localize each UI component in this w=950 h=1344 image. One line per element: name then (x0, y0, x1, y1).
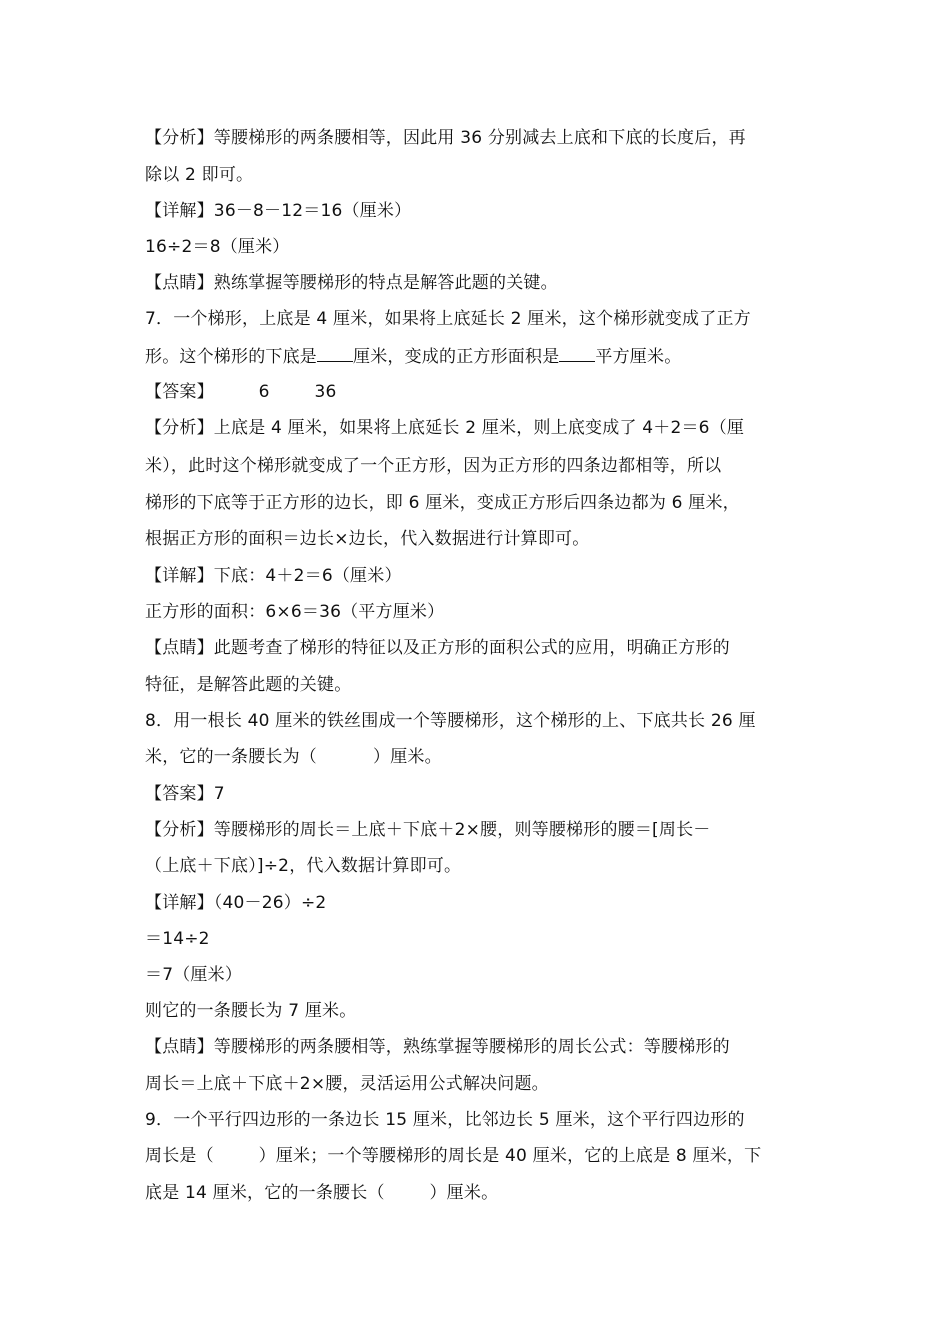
text-line: 特征，是解答此题的关键。 (145, 675, 352, 695)
text-line-with-blanks (145, 343, 815, 369)
text-segment: 形。这个梯形的下底是 (145, 347, 317, 367)
text-line: 【点睛】熟练掌握等腰梯形的特点是解答此题的关键。 (145, 273, 558, 293)
text-line: 【详解】36－8－12＝16（厘米） (145, 201, 412, 221)
text-segment: 平方厘米。 (595, 347, 682, 367)
text-line: 正方形的面积：6×6＝36（平方厘米） (145, 602, 445, 622)
text-line: 16÷2＝8（厘米） (145, 237, 290, 257)
text-line: 【点睛】等腰梯形的两条腰相等，熟练掌握等腰梯形的周长公式：等腰梯形的 (145, 1037, 730, 1057)
text-line: 【答案】7 (145, 784, 225, 804)
text-line: 根据正方形的面积＝边长×边长，代入数据进行计算即可。 (145, 529, 590, 549)
text-line: 则它的一条腰长为 7 厘米。 (145, 1001, 357, 1021)
text-line: 周长是（ ）厘米；一个等腰梯形的周长是 40 厘米，它的上底是 8 厘米，下 (145, 1146, 762, 1166)
text-line: 周长＝上底＋下底＋2×腰，灵活运用公式解决问题。 (145, 1074, 549, 1094)
text-line: 【分析】等腰梯形的周长＝上底＋下底＋2×腰，则等腰梯形的腰＝[周长－ (145, 820, 711, 840)
text-line: 【分析】上底是 4 厘米，如果将上底延长 2 厘米，则上底变成了 4＋2＝6（厘 (145, 418, 745, 438)
text-line: 【分析】等腰梯形的两条腰相等，因此用 36 分别减去上底和下底的长度后，再 (145, 128, 746, 148)
text-line: 【详解】下底：4＋2＝6（厘米） (145, 566, 402, 586)
text-segment: 厘米，变成的正方形面积是 (353, 347, 560, 367)
text-line: 9．一个平行四边形的一条边长 15 厘米，比邻边长 5 厘米，这个平行四边形的 (145, 1110, 745, 1130)
text-line: 【详解】（40－26）÷2 (145, 893, 327, 913)
text-line: 梯形的下底等于正方形的边长，即 6 厘米，变成正方形后四条边都为 6 厘米， (145, 493, 740, 513)
text-line: 米，它的一条腰长为（ ）厘米。 (145, 747, 442, 767)
text-line: 底是 14 厘米，它的一条腰长（ ）厘米。 (145, 1183, 499, 1203)
text-line: 米），此时这个梯形就变成了一个正方形，因为正方形的四条边都相等，所以 (145, 456, 722, 476)
text-line: 除以 2 即可。 (145, 165, 254, 185)
answer-blank (559, 343, 595, 362)
text-line: ＝14÷2 (145, 929, 210, 949)
text-line: 【点睛】此题考查了梯形的特征以及正方形的面积公式的应用，明确正方形的 (145, 638, 730, 658)
text-line: ＝7（厘米） (145, 965, 243, 985)
text-line: （上底＋下底）]÷2，代入数据计算即可。 (145, 856, 462, 876)
text-line: 【答案】 6 36 (145, 382, 337, 402)
text-line: 7．一个梯形，上底是 4 厘米，如果将上底延长 2 厘米，这个梯形就变成了正方 (145, 309, 751, 329)
answer-blank (317, 343, 353, 362)
text-line: 8．用一根长 40 厘米的铁丝围成一个等腰梯形，这个梯形的上、下底共长 26 厘 (145, 711, 756, 731)
